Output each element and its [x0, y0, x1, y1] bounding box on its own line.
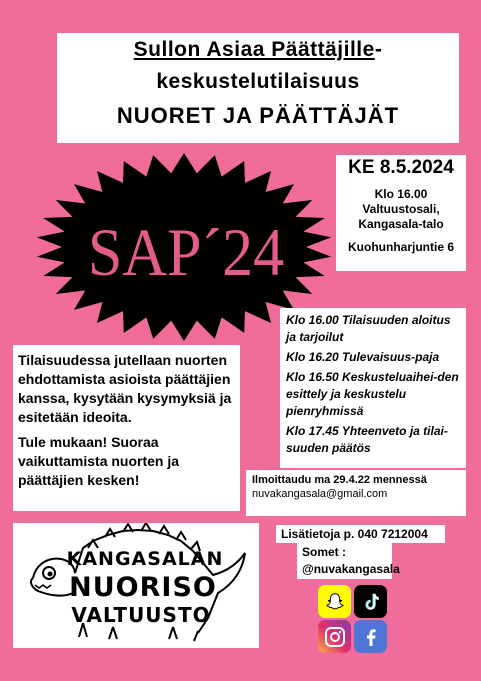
event-street: Kuohunharjuntie 6: [348, 240, 454, 254]
social-handle[interactable]: @nuvakangasala: [302, 562, 400, 576]
intro-box: [13, 345, 240, 511]
registration-box: [246, 470, 466, 516]
logo-box: [13, 523, 259, 648]
title-underlined: Sullon Asiaa Päättäjille: [133, 38, 375, 61]
nuorisovaltuusto-logo: [13, 523, 259, 648]
schedule-item: Klo 16.50 Keskusteluaihei-den esittely ja keskustelu pienryhmissä: [286, 370, 459, 418]
info-phone: Lisätietoja p. 040 7212004: [281, 527, 428, 541]
event-date: KE 8.5.2024: [348, 157, 454, 178]
event-venue: Valtuustosali,: [362, 202, 440, 216]
intro-paragraph-2: Tule mukaan! Suoraa vaikuttamista nuorten ja päättäjien kesken!: [18, 434, 180, 488]
logo-line-2: NUORISO: [69, 572, 217, 603]
dinosaur-pupil: [48, 572, 53, 577]
instagram-icon[interactable]: [318, 620, 351, 653]
schedule-item: Klo 16.00 Tilaisuuden aloitus ja tarjoilut: [286, 313, 451, 344]
date-box: [336, 155, 466, 271]
title-box: [57, 33, 459, 143]
sap24-badge-text: SAP´24: [87, 215, 285, 291]
title-hyphen: -: [374, 38, 383, 61]
title-line-1: [57, 38, 459, 62]
dinosaur-teeth: [35, 585, 51, 588]
event-time: Klo 16.00: [374, 187, 428, 201]
social-box: [297, 543, 400, 579]
tiktok-icon[interactable]: [354, 585, 387, 618]
schedule-item: Klo 17.45 Yhteenveto ja tilai-suuden päätös: [286, 424, 448, 455]
title-line-2: keskustelutilaisuus: [156, 70, 360, 93]
registration-email[interactable]: nuvakangasala@gmail.com: [252, 488, 388, 500]
event-building: Kangasala-talo: [358, 217, 444, 231]
info-box: [276, 525, 445, 543]
logo-line-3: VALTUUSTO: [71, 603, 211, 627]
snapchat-icon[interactable]: [318, 585, 351, 618]
schedule-item: Klo 16.20 Tulevaisuus-paja: [286, 350, 440, 364]
title-line-3: NUORET JA PÄÄTTÄJÄT: [116, 103, 400, 128]
schedule-box: [280, 308, 466, 468]
intro-paragraph-1: Tilaisuudessa jutellaan nuorten ehdottamista asioista päättäjien kanssa, kysytään kysymyksiä ja esitetään ideoita.: [18, 352, 232, 425]
registration-heading: Ilmoittaudu ma 29.4.22 mennessä: [252, 474, 427, 486]
logo-line-1: KANGASALAN: [66, 548, 224, 570]
social-label: Somet :: [302, 545, 347, 559]
facebook-icon[interactable]: [354, 620, 387, 653]
